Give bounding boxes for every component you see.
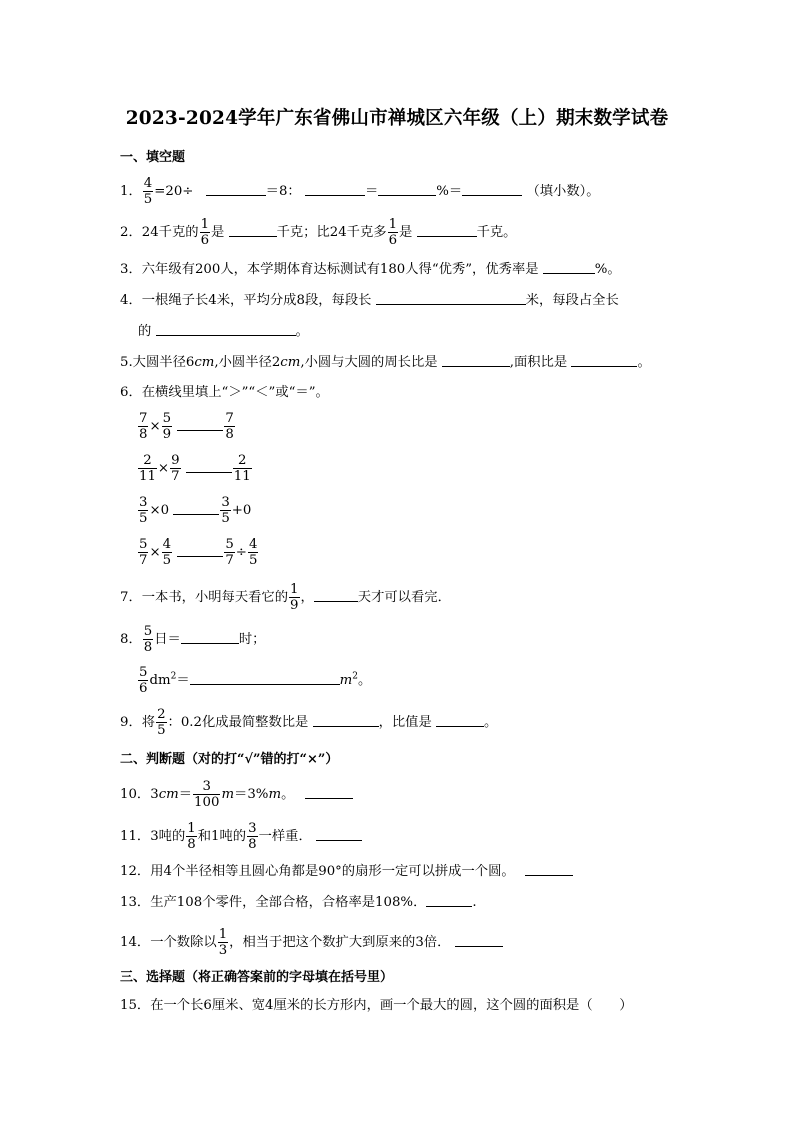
q8-fraction-2: $\frac{5}{6}$	[139, 665, 148, 696]
q10-blank[interactable]	[305, 784, 353, 798]
q1-text-1: =20÷	[154, 184, 194, 199]
q10-text-2: ＝	[178, 787, 193, 802]
question-10	[120, 779, 353, 810]
q6-r2-op: ×	[157, 461, 170, 476]
q5-text-3: ,小圆与大圆的周长比是	[300, 355, 438, 370]
q6-r3-frac-b: $\frac{3}{5}$	[221, 495, 230, 526]
q2-text-3: 千克；比24千克多	[276, 225, 387, 240]
q6-r3-frac-a: $\frac{3}{5}$	[139, 495, 148, 526]
q7-fraction: $\frac{1}{9}$	[290, 582, 299, 613]
q9-text-1: 9．将	[120, 715, 156, 730]
q7-blank[interactable]	[314, 587, 358, 601]
q8-number: 8．	[120, 632, 142, 647]
q8-text-1: 日＝	[154, 632, 181, 647]
q9-fraction: $\frac{2}{5}$	[157, 707, 166, 738]
q9-blank-2[interactable]	[436, 712, 484, 726]
q11-blank[interactable]	[316, 826, 362, 840]
q6-r4-frac-b: $\frac{4}{5}$	[162, 537, 172, 568]
q1-blank-4[interactable]	[462, 181, 522, 195]
q7-text-1: 7．一本书，小明每天看它的	[120, 590, 289, 605]
q14-text-2: ，相当于把这个数扩大到原来的3倍．	[229, 935, 451, 950]
q6-r1-frac-b: $\frac{5}{9}$	[162, 411, 172, 442]
question-4	[120, 290, 619, 311]
q5-text-1: 5.大圆半径6	[120, 355, 195, 370]
q11-fraction-1: $\frac{1}{8}$	[187, 821, 196, 852]
q9-blank-1[interactable]	[313, 712, 379, 726]
q8-text-5: 。	[357, 673, 372, 688]
question-11	[120, 821, 362, 852]
question-8-cont	[137, 665, 371, 696]
q5-text-5: 。	[637, 355, 651, 370]
q6-r3-blank[interactable]	[173, 500, 219, 514]
q4-blank-2[interactable]	[156, 321, 296, 335]
question-9	[120, 707, 497, 738]
q6-r1-op: ×	[149, 419, 161, 434]
q5-blank-2[interactable]	[571, 352, 637, 366]
q10-text-1: 3	[150, 787, 159, 802]
q5-text-2: ,小圆半径2	[214, 355, 281, 370]
q9-text-3: ，比值是	[378, 715, 432, 730]
q6-row-4	[137, 537, 259, 568]
q1-blank-2[interactable]	[305, 181, 365, 195]
q13-tail: .	[472, 895, 477, 910]
q2-text-2: 是	[211, 225, 225, 240]
q7-text-2: ，	[300, 590, 314, 605]
q1-text-3: ＝	[364, 184, 379, 199]
q13-blank[interactable]	[426, 892, 472, 906]
q2-blank-2[interactable]	[417, 222, 477, 236]
q1-fraction: $\frac{4}{5}$	[143, 176, 153, 207]
q12-text: 12．用4个半径相等且圆心角都是90°的扇形一定可以拼成一个圆。	[120, 864, 515, 879]
q1-text-4: %＝	[436, 184, 463, 199]
q8-text-2: 时；	[238, 632, 266, 647]
section-fill-blank: 一、填空题	[120, 150, 186, 165]
question-7	[120, 582, 451, 613]
q1-text-5: （填小数）。	[526, 184, 600, 199]
q2-blank-1[interactable]	[229, 222, 277, 236]
q8-sup-1: 2	[170, 671, 177, 682]
q7-text-3: 天才可以看完．	[357, 590, 451, 605]
q6-r4-op: ×	[149, 545, 161, 560]
q6-r1-frac-c: $\frac{7}{8}$	[225, 411, 234, 442]
q11-text-1: 11．3吨的	[120, 829, 186, 844]
question-5	[120, 352, 651, 373]
q1-blank-3[interactable]	[378, 181, 436, 195]
q6-row-3	[137, 495, 251, 526]
q8-text-4: ＝	[176, 673, 190, 688]
question-15: 15．在一个长6厘米、宽4厘米的长方形内，画一个最大的圆，这个圆的面积是（ ）	[120, 998, 633, 1013]
q14-text-1: 14．一个数除以	[120, 935, 217, 950]
question-13	[120, 892, 477, 913]
q10-unit-1: cm	[158, 787, 179, 802]
exam-title: 2023-2024学年广东省佛山市禅城区六年级（上）期末数学试卷	[125, 108, 669, 129]
q3-blank[interactable]	[543, 259, 595, 273]
q10-unit-3: m	[268, 787, 282, 802]
q14-blank[interactable]	[455, 932, 503, 946]
q6-r2-frac-b: $\frac{9}{7}$	[171, 453, 180, 484]
q12-blank[interactable]	[525, 861, 573, 875]
q9-text-4: 。	[484, 715, 498, 730]
q13-text: 13．生产108个零件，全部合格，合格率是108%．	[120, 895, 427, 910]
q6-r2-blank[interactable]	[186, 458, 232, 472]
q6-r4-frac-c: $\frac{5}{7}$	[225, 537, 234, 568]
q14-fraction: $\frac{1}{3}$	[218, 927, 228, 958]
q6-r4-blank[interactable]	[177, 542, 223, 556]
q6-r2-frac-a: $\frac{2}{11}$	[139, 453, 156, 484]
q4-blank-1[interactable]	[376, 290, 526, 304]
q8-sup-2: 2	[352, 671, 358, 682]
question-4-cont	[138, 321, 309, 342]
q6-r1-frac-a: $\frac{7}{8}$	[139, 411, 148, 442]
q5-unit-1: cm	[194, 355, 215, 370]
question-6: 6．在横线里填上“＞”“＜”或“＝”。	[120, 385, 329, 400]
q8-blank-1[interactable]	[181, 629, 239, 643]
q6-r4-frac-d: $\frac{4}{5}$	[248, 537, 258, 568]
q10-number: 10．	[120, 787, 151, 802]
q5-text-4: ,面积比是	[509, 355, 568, 370]
q6-row-1	[137, 411, 236, 442]
q8-unit-m: m	[339, 673, 353, 688]
q10-text-3: ＝3%	[234, 787, 269, 802]
q8-unit-dm: dm	[149, 673, 171, 688]
q4-text-2: 米，每段占全长	[525, 293, 619, 308]
q4-text-3: 的	[138, 324, 152, 339]
q3-text: 3．六年级有200人，本学期体育达标测试有180人得“优秀”，优秀率是	[120, 262, 539, 277]
q6-r4-op-2: ÷	[235, 545, 247, 560]
q6-r3-text: ×0	[149, 503, 170, 518]
q10-text-4: 。	[281, 787, 295, 802]
q11-text-2: 和1吨的	[197, 829, 247, 844]
q9-text-2: ：0.2化成最简整数比是	[167, 715, 309, 730]
section-multiple-choice: 三、选择题（将正确答案前的字母填在括号里）	[120, 970, 394, 985]
q3-tail: %。	[594, 262, 621, 277]
q2-number: 2．	[120, 225, 142, 240]
q5-unit-2: cm	[280, 355, 301, 370]
q11-text-3: 一样重．	[258, 829, 312, 844]
q2-text-1: 24千克的	[141, 225, 199, 240]
q4-text-4: 。	[295, 324, 309, 339]
q6-r2-frac-c: $\frac{2}{11}$	[233, 453, 251, 484]
section-true-false: 二、判断题（对的打“√”错的打“×”）	[120, 752, 339, 767]
q6-r4-frac-a: $\frac{5}{7}$	[139, 537, 148, 568]
question-14	[120, 927, 503, 958]
q5-blank-1[interactable]	[442, 352, 510, 366]
q2-text-4: 是	[399, 225, 413, 240]
q2-fraction-1: $\frac{1}{6}$	[200, 217, 210, 248]
q10-fraction: $\frac{3}{100}$	[194, 779, 220, 810]
q8-blank-2[interactable]	[190, 670, 340, 684]
q1-number: 1．	[120, 184, 142, 199]
q8-fraction-1: $\frac{5}{8}$	[143, 624, 153, 655]
question-8	[120, 624, 265, 655]
q2-fraction-2: $\frac{1}{6}$	[388, 217, 398, 248]
q11-fraction-2: $\frac{3}{8}$	[248, 821, 257, 852]
question-2	[120, 217, 516, 248]
q6-r3-text-2: +0	[231, 503, 252, 518]
q1-text-2: ＝8：	[265, 184, 301, 199]
question-12	[120, 861, 573, 882]
q2-text-5: 千克。	[476, 225, 517, 240]
q6-row-2	[137, 453, 253, 484]
q1-blank-1[interactable]	[206, 181, 266, 195]
q6-r1-blank[interactable]	[177, 416, 223, 430]
question-1	[120, 176, 600, 207]
q4-text: 4．一根绳子长4米，平均分成8段，每段长	[120, 293, 372, 308]
q10-unit-2: m	[221, 787, 235, 802]
question-3	[120, 259, 621, 280]
